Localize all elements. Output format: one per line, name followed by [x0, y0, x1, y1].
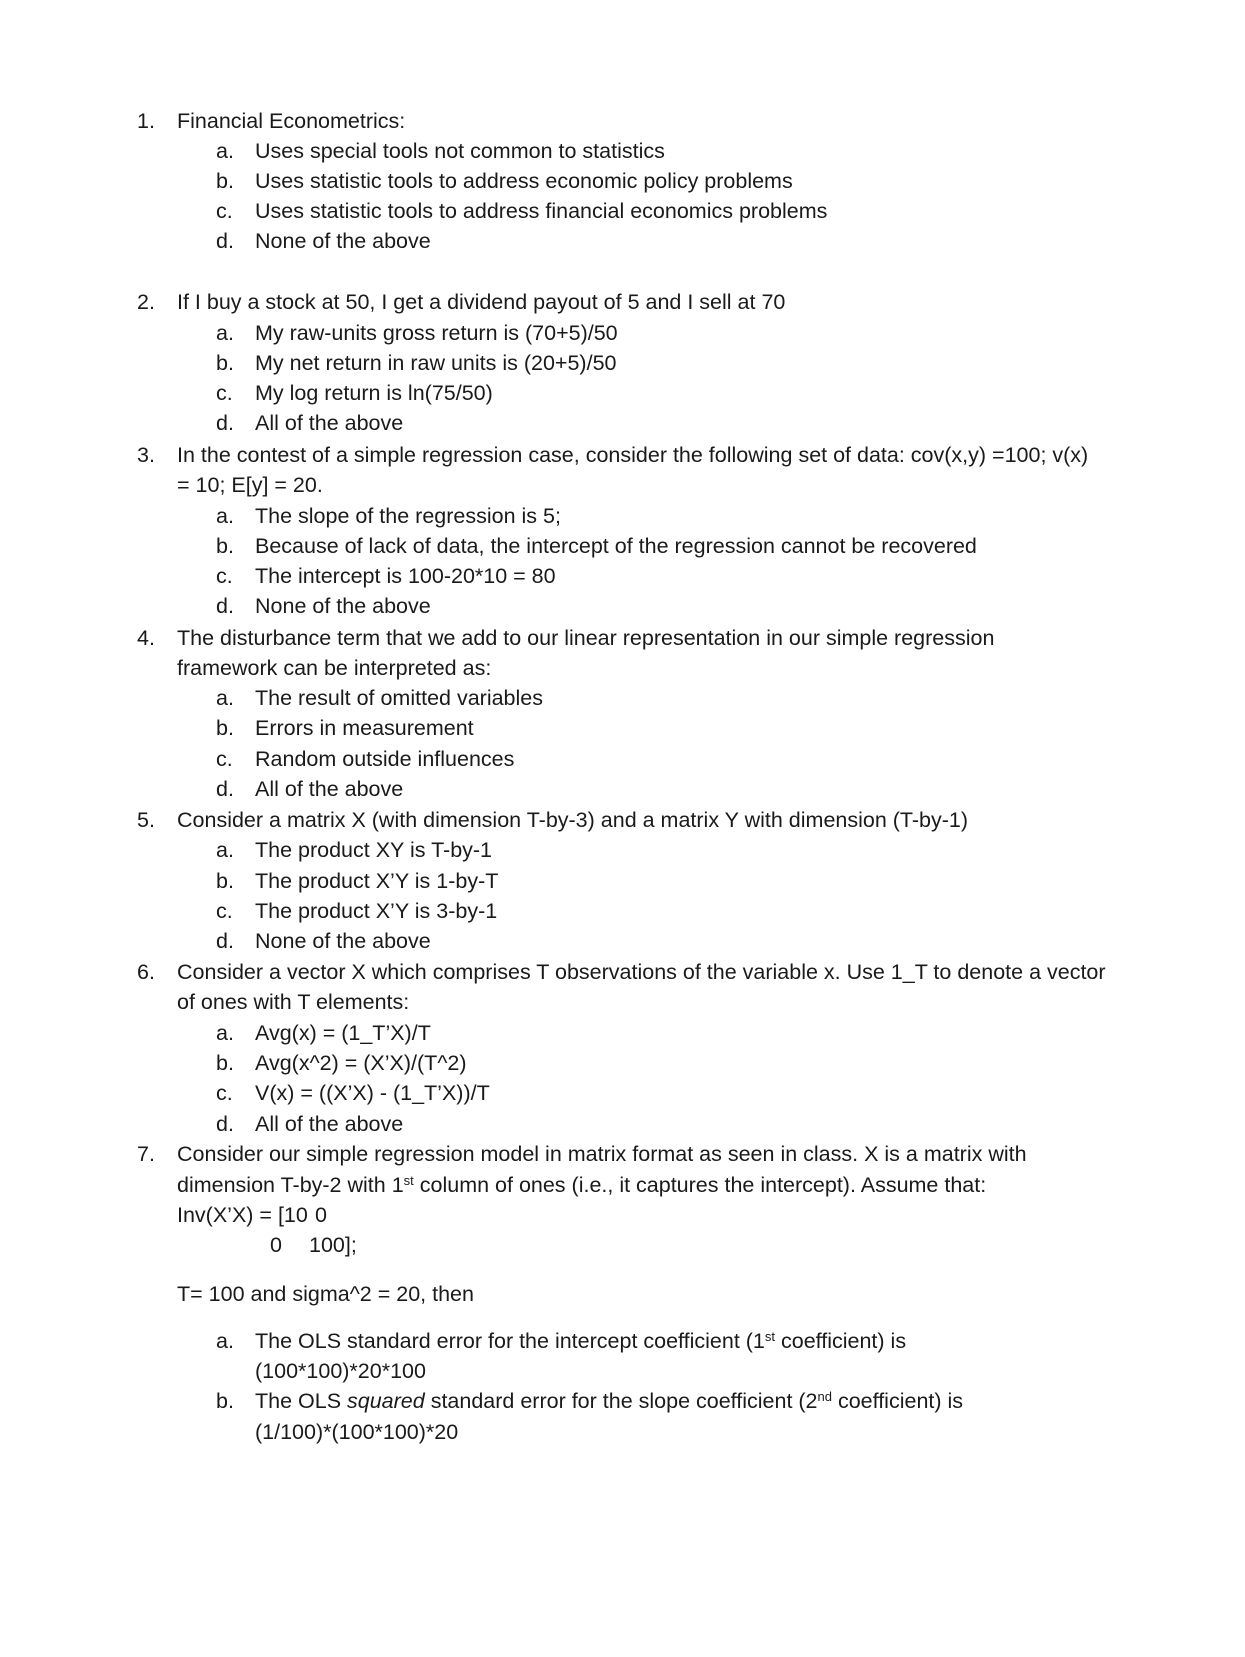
option-letter: b.: [216, 169, 234, 193]
option-letter: c.: [216, 747, 233, 771]
question-text: The disturbance term that we add to our linear representation in our simple regression: [177, 626, 995, 650]
option-text: Random outside influences: [255, 747, 515, 771]
question-text: Consider a matrix X (with dimension T-by-3) and a matrix Y with dimension (T-by-1): [177, 808, 969, 832]
option-letter: a.: [216, 838, 234, 862]
option-text: Uses special tools not common to statistics: [255, 139, 665, 163]
question-text: of ones with T elements:: [177, 990, 410, 1014]
option-letter: a.: [216, 1021, 234, 1045]
option-letter: b.: [216, 869, 234, 893]
option-text: Uses statistic tools to address economic policy problems: [255, 169, 793, 193]
option-letter: d.: [216, 777, 234, 801]
question-number: 3.: [137, 443, 155, 467]
option-text: V(x) = ((X’X) - (1_T’X))/T: [255, 1081, 490, 1105]
option-letter: c.: [216, 381, 233, 405]
option-text: Uses statistic tools to address financial economics problems: [255, 199, 828, 223]
option-letter: a.: [216, 321, 234, 345]
option-text: The slope of the regression is 5;: [255, 504, 561, 528]
question-text: In the contest of a simple regression case, consider the following set of data: cov(x,y) =100; v(x): [177, 443, 1089, 467]
question-number: 7.: [137, 1142, 155, 1166]
question-text: dimension T-by-2 with 1st column of ones (i.e., it captures the intercept). Assume that:: [177, 1173, 987, 1197]
option-text: The intercept is 100-20*10 = 80: [255, 564, 556, 588]
option-text: All of the above: [255, 411, 404, 435]
question-number: 1.: [137, 109, 155, 133]
option-letter: d.: [216, 411, 234, 435]
question-number: 6.: [137, 960, 155, 984]
matrix-value: 100];: [309, 1233, 357, 1257]
option-text: My net return in raw units is (20+5)/50: [255, 351, 617, 375]
matrix-value: 0: [270, 1233, 282, 1257]
option-text: Avg(x) = (1_T’X)/T: [255, 1021, 431, 1045]
option-text: None of the above: [255, 594, 431, 618]
option-text: (100*100)*20*100: [255, 1359, 426, 1383]
option-letter: a.: [216, 686, 234, 710]
option-letter: b.: [216, 1051, 234, 1075]
option-letter: b.: [216, 1389, 234, 1413]
option-letter: a.: [216, 504, 234, 528]
question-number: 5.: [137, 808, 155, 832]
option-letter: d.: [216, 929, 234, 953]
option-letter: c.: [216, 1081, 233, 1105]
option-text: Avg(x^2) = (X’X)/(T^2): [255, 1051, 467, 1075]
option-text: The OLS standard error for the intercept coefficient (1st coefficient) is: [255, 1329, 907, 1353]
question-text: Consider our simple regression model in matrix format as seen in class. X is a matrix with: [177, 1142, 1027, 1166]
option-text: My raw-units gross return is (70+5)/50: [255, 321, 618, 345]
option-text: The product XY is T-by-1: [255, 838, 493, 862]
option-text: The OLS squared standard error for the slope coefficient (2nd coefficient) is: [255, 1389, 964, 1413]
option-letter: d.: [216, 594, 234, 618]
option-text: The result of omitted variables: [255, 686, 543, 710]
option-letter: c.: [216, 199, 233, 223]
option-text: My log return is ln(75/50): [255, 381, 493, 405]
option-text: None of the above: [255, 229, 431, 253]
option-text: The product X’Y is 3-by-1: [255, 899, 498, 923]
option-letter: d.: [216, 1112, 234, 1136]
option-letter: b.: [216, 351, 234, 375]
question-text: Consider a vector X which comprises T observations of the variable x. Use 1_T to denote a vector: [177, 960, 1106, 984]
option-letter: b.: [216, 716, 234, 740]
question-text: framework can be interpreted as:: [177, 656, 492, 680]
option-text: All of the above: [255, 1112, 404, 1136]
option-letter: c.: [216, 564, 233, 588]
question-number: 4.: [137, 626, 155, 650]
given-values: T= 100 and sigma^2 = 20, then: [177, 1282, 474, 1306]
option-text: Because of lack of data, the intercept of the regression cannot be recovered: [255, 534, 977, 558]
option-text: The product X’Y is 1-by-T: [255, 869, 499, 893]
option-letter: b.: [216, 534, 234, 558]
matrix-value: 0: [315, 1203, 327, 1227]
matrix-row-label: Inv(X’X) = [10: [177, 1203, 308, 1227]
question-text: If I buy a stock at 50, I get a dividend payout of 5 and I sell at 70: [177, 290, 786, 314]
option-text: Errors in measurement: [255, 716, 474, 740]
option-text: (1/100)*(100*100)*20: [255, 1420, 459, 1444]
question-number: 2.: [137, 290, 155, 314]
option-letter: c.: [216, 899, 233, 923]
question-text: = 10; E[y] = 20.: [177, 473, 323, 497]
option-letter: a.: [216, 1329, 234, 1353]
option-text: All of the above: [255, 777, 404, 801]
question-text: Financial Econometrics:: [177, 109, 406, 133]
option-letter: a.: [216, 139, 234, 163]
option-text: None of the above: [255, 929, 431, 953]
option-letter: d.: [216, 229, 234, 253]
